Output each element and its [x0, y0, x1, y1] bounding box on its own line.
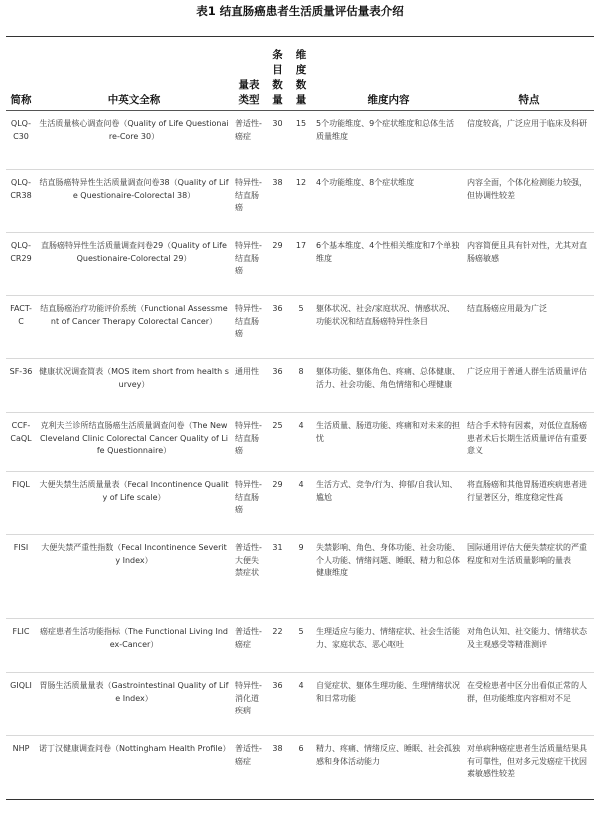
- row-features: 在受检患者中区分出看似正常的人群，但功能维度内容相对不足: [467, 681, 587, 703]
- row-item-count: 31: [272, 543, 283, 552]
- table-row: [6, 736, 594, 800]
- row-dimension-content: 5个功能维度、9个症状维度和总体生活质量维度: [316, 119, 455, 141]
- row-full-name: 大便失禁严重性指数（Fecal Incontinence Severity Index）: [41, 543, 227, 565]
- row-dimension-content: 生活质量、肠道功能、疼痛和对未来的担忧: [316, 421, 460, 443]
- row-scale-type: 特异性-结直肠癌: [235, 304, 262, 339]
- row-full-name: 胃肠生活质量量表（Gastrointestinal Quality of Life Index）: [39, 681, 229, 703]
- row-features: 广泛应用于普通人群生活质量评估: [467, 367, 587, 376]
- row-scale-type: 特异性-结直肠癌: [235, 241, 262, 276]
- row-dimension-content: 躯体状况、社会/家庭状况、情感状况、功能状况和结直肠癌特异性条目: [316, 304, 455, 326]
- row-item-count: 30: [272, 119, 283, 128]
- row-dimension-content: 躯体功能、躯体角色、疼痛、总体健康、活力、社会功能、角色情绪和心理健康: [316, 367, 460, 389]
- row-abbr: NHP: [12, 744, 30, 753]
- row-dimension-count: 6: [298, 744, 304, 753]
- row-dimension-count: 9: [298, 543, 304, 552]
- row-features: 国际通用评估大便失禁症状的严重程度和对生活质量影响的量表: [467, 543, 587, 565]
- quality-of-life-scales-table: [6, 36, 594, 800]
- header-content: 维度内容: [367, 94, 410, 106]
- table-row: [6, 296, 594, 359]
- row-dimension-content: 4个功能维度、8个症状维度: [316, 178, 415, 187]
- table-row: [6, 472, 594, 535]
- table-row: [6, 233, 594, 296]
- row-full-name: 健康状况调查简表（MOS item short from health survey）: [39, 367, 229, 389]
- row-dimension-content: 失禁影响、角色、身体功能、社会功能、个人功能、情绪问题、睡眠、精力和总体健康维度: [316, 543, 460, 578]
- row-scale-type: 通用性: [235, 367, 259, 376]
- table-row: [6, 359, 594, 413]
- header-type: 量表类型: [238, 79, 260, 106]
- table-row: [6, 170, 594, 233]
- row-scale-type: 特异性-消化道疾病: [235, 681, 262, 716]
- row-scale-type: 特异性-结直肠癌: [235, 480, 262, 515]
- row-scale-type: 特异性-结直肠癌: [235, 178, 262, 213]
- row-abbr: GIQLI: [10, 681, 32, 690]
- row-features: 内容简便且具有针对性，尤其对直肠癌敏感: [467, 241, 587, 263]
- header-name: 中英文全称: [107, 94, 161, 106]
- row-abbr: FACT-C: [10, 304, 32, 326]
- row-dimension-count: 8: [298, 367, 304, 376]
- row-item-count: 38: [272, 744, 283, 753]
- row-abbr: QLQ-CR29: [10, 241, 32, 263]
- row-full-name: 大便失禁生活质量量表（Fecal Incontinence Quality of Life scale）: [39, 480, 229, 502]
- header-features: 特点: [518, 94, 540, 106]
- row-full-name: 结直肠癌治疗功能评价系统（Functional Assessment of Cancer Therapy Colorectal Cancer）: [40, 304, 228, 326]
- row-scale-type: 普适性-大便失禁症状: [235, 543, 262, 578]
- row-abbr: CCF-CaQL: [10, 421, 32, 443]
- row-features: 结直肠癌应用最为广泛: [467, 304, 547, 313]
- row-item-count: 29: [272, 241, 283, 250]
- header-abbr: 简称: [10, 94, 32, 106]
- row-abbr: SF-36: [9, 367, 33, 376]
- row-item-count: 36: [272, 367, 283, 376]
- header-dims: 维度数量: [295, 49, 307, 106]
- row-dimension-count: 12: [295, 178, 307, 187]
- row-features: 对角色认知、社交能力、情绪状态及主观感受等精准测评: [467, 627, 587, 649]
- row-dimension-content: 自觉症状、躯体生理功能、生理情绪状况和日常功能: [316, 681, 460, 703]
- row-scale-type: 特异性-结直肠癌: [235, 421, 262, 456]
- table-row: [6, 673, 594, 736]
- row-full-name: 诺丁汉健康调查问卷（Nottingham Health Profile）: [39, 744, 231, 753]
- row-full-name: 生活质量核心调查问卷（Quality of Life Questionaire-Core 30）: [39, 119, 229, 141]
- row-full-name: 直肠癌特异性生活质量调查问卷29（Quality of Life Questionaire-Colorectal 29）: [41, 241, 227, 263]
- row-scale-type: 普适性-癌症: [235, 119, 262, 141]
- row-item-count: 36: [272, 304, 283, 313]
- row-dimension-content: 生活方式、竞争/行为、抑郁/自我认知、尴尬: [316, 480, 458, 502]
- row-abbr: QLQ-CR38: [10, 178, 32, 200]
- row-scale-type: 普适性-癌症: [235, 744, 262, 766]
- table-row: [6, 413, 594, 472]
- row-item-count: 38: [272, 178, 283, 187]
- row-item-count: 36: [272, 681, 283, 690]
- row-abbr: FIQL: [12, 480, 30, 489]
- row-dimension-count: 4: [298, 681, 304, 690]
- row-features: 对单病种癌症患者生活质量结果具有可靠性，但对多元发癌症干扰因素敏感性较差: [467, 744, 587, 779]
- row-dimension-count: 5: [298, 304, 304, 313]
- row-abbr: QLQ-C30: [10, 119, 32, 141]
- table-row: [6, 619, 594, 673]
- table-row: [6, 111, 594, 170]
- row-dimension-count: 17: [295, 241, 307, 250]
- row-dimension-content: 6个基本维度、4个性相关维度和7个单独维度: [316, 241, 460, 263]
- row-abbr: FISI: [13, 543, 29, 552]
- row-full-name: 癌症患者生活功能指标（The Functional Living Index-Cancer）: [40, 627, 228, 649]
- row-dimension-content: 生理适应与能力、情绪症状、社会生活能力、家庭状态、恶心呕吐: [316, 627, 460, 649]
- row-dimension-count: 4: [298, 421, 304, 430]
- row-features: 内容全面，个体化检测能力较强，但协调性较差: [467, 178, 587, 200]
- row-item-count: 29: [272, 480, 283, 489]
- row-dimension-count: 5: [298, 627, 304, 636]
- row-full-name: 克利夫兰诊所结直肠癌生活质量调查问卷（The New Cleveland Clinic Colorectal Cancer Quality of Life Questionnaire）: [39, 421, 229, 456]
- row-dimension-content: 精力、疼痛、情绪反应、睡眠、社会孤独感和身体活动能力: [316, 744, 460, 766]
- row-features: 结合手术特有因素，对低位直肠癌患者术后长期生活质量评估有重要意义: [467, 421, 587, 456]
- header-items: 条目数量: [272, 49, 283, 106]
- row-features: 将直肠癌和其他胃肠道疾病患者进行显著区分，维度稳定性高: [467, 480, 587, 502]
- table-body: [6, 111, 594, 800]
- row-item-count: 22: [272, 627, 283, 636]
- row-item-count: 25: [272, 421, 283, 430]
- row-features: 信度较高，广泛应用于临床及科研: [467, 119, 587, 128]
- row-dimension-count: 15: [295, 119, 307, 128]
- row-full-name: 结直肠癌特异性生活质量调查问卷38（Quality of Life Questionaire-Colorectal 38）: [39, 178, 229, 200]
- row-dimension-count: 4: [298, 480, 304, 489]
- row-abbr: FLIC: [12, 627, 30, 636]
- table-row: [6, 535, 594, 619]
- table-title: 表1 结直肠癌患者生活质量评估量表介绍: [196, 4, 404, 18]
- header-row: [6, 37, 594, 111]
- row-scale-type: 普适性-癌症: [235, 627, 262, 649]
